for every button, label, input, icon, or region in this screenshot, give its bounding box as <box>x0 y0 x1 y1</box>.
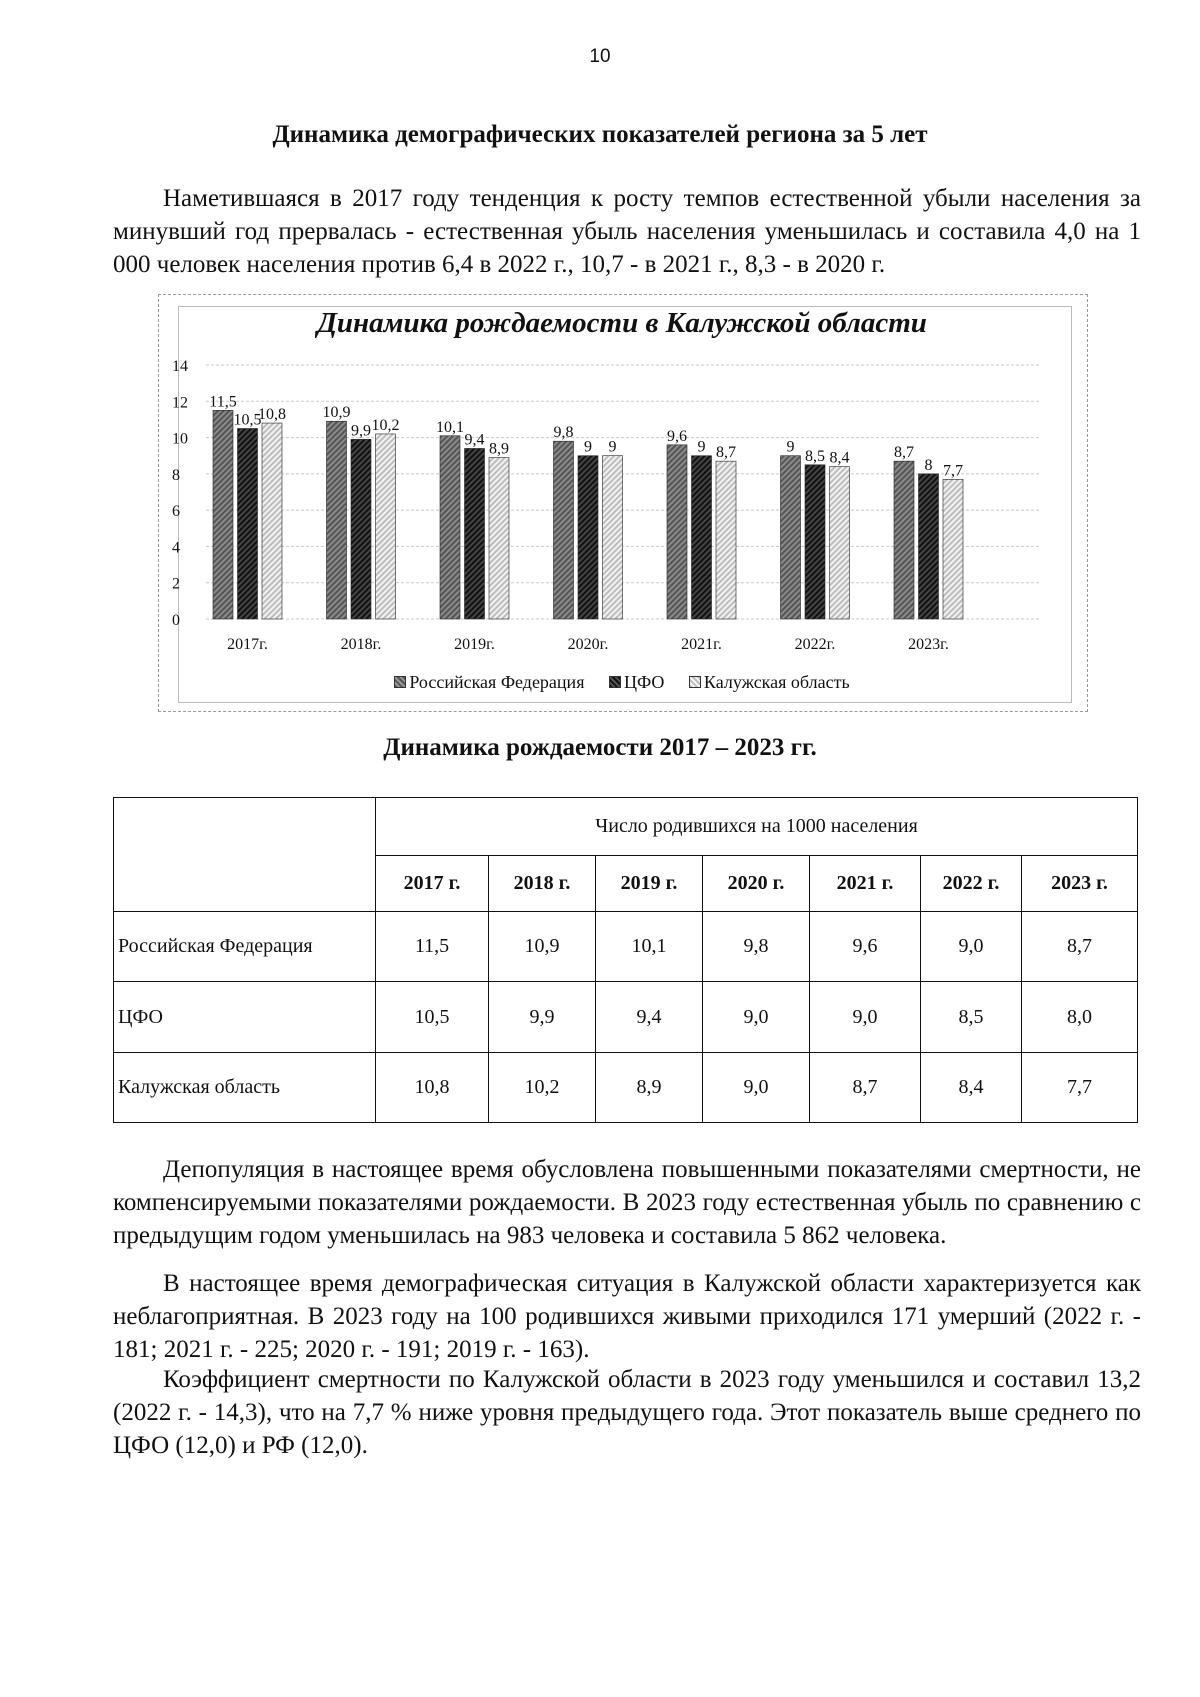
bar-rf <box>440 436 460 619</box>
data-label: 10,5 <box>233 411 262 429</box>
bar-kaluga <box>376 434 396 619</box>
year-header: 2019 г. <box>596 856 703 912</box>
table-row <box>114 912 1138 982</box>
table-cell: 10,8 <box>376 1053 489 1123</box>
y-tick-label: 4 <box>172 539 180 557</box>
data-label: 9,8 <box>553 424 574 442</box>
x-tick-label: 2018г. <box>340 636 382 653</box>
table-cell: 9,9 <box>489 982 596 1053</box>
table-heading: Динамика рождаемости 2017 – 2023 гг. <box>383 734 817 761</box>
bar-cfo <box>919 474 939 619</box>
x-tick-label: 2017г. <box>227 636 268 653</box>
legend-swatch <box>609 676 621 688</box>
legend-item-kaluga <box>689 672 850 693</box>
table-cell: 10,9 <box>489 912 596 982</box>
table-cell: 10,5 <box>376 982 489 1053</box>
year-header: 2021 г. <box>810 856 921 912</box>
bar-rf <box>894 461 914 619</box>
section-heading: Динамика демографических показателей региона за 5 лет <box>272 121 928 148</box>
table-corner-cell <box>114 798 376 912</box>
data-label: 9,6 <box>667 427 687 445</box>
bar-rf <box>327 421 347 619</box>
data-label: 9 <box>786 438 795 456</box>
legend-swatch <box>394 676 406 688</box>
bar-cfo <box>465 448 485 619</box>
table-cell: 9,0 <box>810 982 921 1053</box>
bar-rf <box>667 445 687 619</box>
data-label: 8,7 <box>716 444 736 462</box>
bar-cfo <box>805 465 825 619</box>
y-tick-label: 12 <box>172 394 188 412</box>
table-cell: 10,1 <box>596 912 703 982</box>
year-header: 2023 г. <box>1022 856 1138 912</box>
x-tick-label: 2022г. <box>794 636 836 653</box>
data-label: 8 <box>924 456 933 474</box>
x-tick-label: 2021г. <box>681 636 722 653</box>
table-cell: 9,0 <box>921 912 1022 982</box>
table-cell: 8,4 <box>921 1053 1022 1123</box>
table-cell: 9,8 <box>703 912 810 982</box>
bar-cfo <box>238 429 258 620</box>
row-label: ЦФО <box>114 982 376 1053</box>
y-tick-label: 0 <box>172 612 180 629</box>
legend-item-cfo <box>609 672 664 693</box>
data-label: 9 <box>697 438 706 456</box>
table-cell: 7,7 <box>1022 1053 1138 1123</box>
table-row <box>114 1053 1138 1123</box>
year-header: 2017 г. <box>376 856 489 912</box>
table-cell: 9,6 <box>810 912 921 982</box>
table-cell: 11,5 <box>376 912 489 982</box>
bar-kaluga <box>716 461 736 619</box>
row-label: Калужская область <box>114 1053 376 1123</box>
data-label: 11,5 <box>209 393 237 411</box>
data-label: 9,9 <box>351 422 371 440</box>
y-tick-label: 2 <box>172 575 180 593</box>
legend-label: Калужская область <box>703 672 850 692</box>
data-label: 8,4 <box>829 449 850 467</box>
x-tick-label: 2023г. <box>908 636 949 653</box>
table-cell: 9,0 <box>703 982 810 1053</box>
chart-legend <box>158 672 1086 693</box>
year-header: 2018 г. <box>489 856 596 912</box>
data-label: 7,7 <box>943 462 963 480</box>
depopulation-paragraph: Депопуляция в настоящее время обусловлена повышенными показателями смертности, не компенсируемыми показателями рождаемости. В 2023 году естественная убыль по сравнению с предыдущим годом уменьшилась на 983 человека и составила 5 862 человека. <box>113 1156 1141 1249</box>
table-cell: 8,7 <box>810 1053 921 1123</box>
data-label: 8,9 <box>489 440 509 458</box>
table-cell: 10,2 <box>489 1053 596 1123</box>
data-label: 10,9 <box>322 404 351 422</box>
data-label: 10,1 <box>436 418 464 436</box>
table-header-main: Число родившихся на 1000 населения <box>376 798 1138 856</box>
y-tick-label: 6 <box>172 503 180 521</box>
table-cell: 8,5 <box>921 982 1022 1053</box>
y-tick-label: 10 <box>172 430 188 448</box>
data-label: 8,5 <box>805 447 825 465</box>
legend-item-rf <box>394 672 584 693</box>
bar-kaluga <box>830 467 850 619</box>
data-label: 10,8 <box>258 406 286 424</box>
bar-kaluga <box>603 456 623 619</box>
bar-kaluga <box>943 479 963 619</box>
y-tick-label: 14 <box>172 358 188 375</box>
table-cell: 8,9 <box>596 1053 703 1123</box>
demographic-situation-paragraph: В настоящее время демографическая ситуация в Калужской области характеризуется как неблагоприятная. В 2023 году на 100 родившихся живыми приходился 171 умерший (2022 г. - 181; 2021 г. - 225; 2020 г. - 191; 2019 г. - 163). <box>113 1270 1141 1363</box>
birth-rate-bar-chart <box>158 294 1086 710</box>
table-row <box>114 982 1138 1053</box>
row-label: Российская Федерация <box>114 912 376 982</box>
table-cell: 8,0 <box>1022 982 1138 1053</box>
legend-label: ЦФО <box>623 672 665 692</box>
table-cell: 8,7 <box>1022 912 1138 982</box>
bar-kaluga <box>489 458 509 619</box>
birth-rate-table <box>113 797 1138 1123</box>
chart-title: Динамика рождаемости в Калужской области <box>317 307 927 339</box>
bar-rf <box>781 456 801 619</box>
x-tick-label: 2019г. <box>454 636 495 653</box>
year-header: 2020 г. <box>703 856 810 912</box>
x-tick-label: 2020г. <box>567 636 609 653</box>
data-label: 9 <box>608 438 617 456</box>
table-cell: 9,0 <box>703 1053 810 1123</box>
bar-cfo <box>578 456 598 619</box>
legend-label: Российская Федерация <box>409 672 585 692</box>
bar-kaluga <box>262 423 282 619</box>
legend-swatch <box>689 676 701 688</box>
data-label: 10,2 <box>371 416 400 434</box>
data-label: 9,4 <box>464 431 485 449</box>
table-cell: 9,4 <box>596 982 703 1053</box>
year-header: 2022 г. <box>921 856 1022 912</box>
bar-cfo <box>351 439 371 619</box>
page-number: 10 <box>589 46 611 67</box>
y-tick-label: 8 <box>172 466 180 484</box>
bar-cfo <box>692 456 712 619</box>
data-label: 8,7 <box>894 444 914 462</box>
bar-rf <box>213 410 233 619</box>
intro-paragraph: Наметившаяся в 2017 году тенденция к росту темпов естественной убыли населения за минувший год прервалась - естественная убыль населения уменьшилась и составила 4,0 на 1 000 человек населения против 6,4 в 2022 г., 10,7 - в 2021 г., 8,3 - в 2020 г. <box>113 185 1141 278</box>
bar-rf <box>554 441 574 619</box>
mortality-paragraph: Коэффициент смертности по Калужской области в 2023 году уменьшился и составил 13,2 (2022 г. - 14,3), что на 7,7 % ниже уровня предыдущего года. Этот показатель выше среднего по ЦФО (12,0) и РФ (12,0). <box>113 1366 1141 1459</box>
data-label: 9 <box>584 438 592 456</box>
